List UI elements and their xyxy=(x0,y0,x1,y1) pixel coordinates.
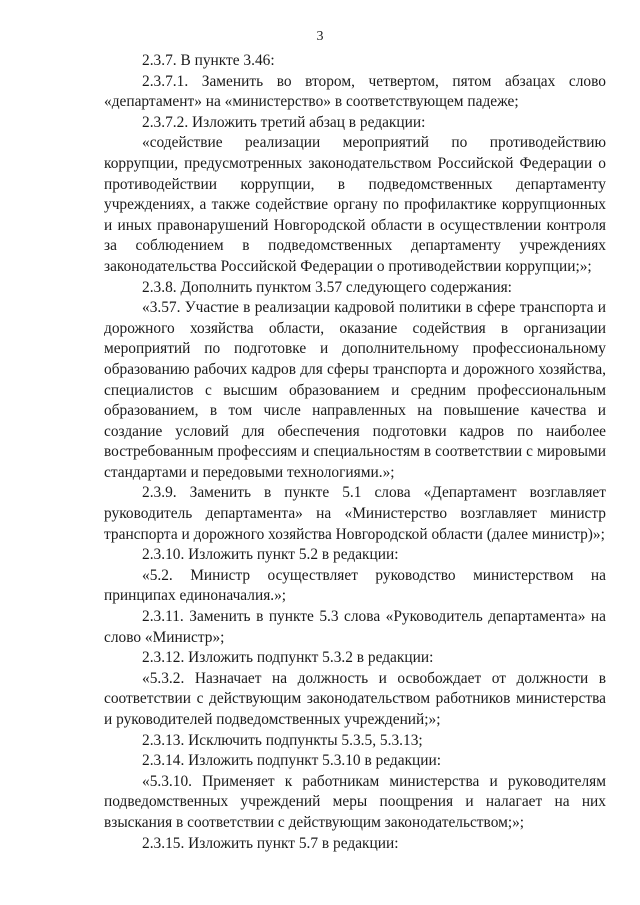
paragraph-2-3-7-2: 2.3.7.2. Изложить третий абзац в редакции: xyxy=(142,113,426,131)
quote-anticorruption: «содействие реализации мероприятий по противодействию коррупции, предусмотренных законодательством Российской Федерации о противодействии коррупции, в подведомственных департаменту учреждениях, а также содействие органу по профилактике коррупционных и иных правонарушений Новгородской области в осуществлении контроля за соблюдением в подведомственных департаменту учреждениях законодательства Российской Федерации о противодействии коррупции;»; xyxy=(104,134,606,275)
quote-3-57: «3.57. Участие в реализации кадровой политики в сфере транспорта и дорожного хозяйства области, оказание содействия в организации мероприятий по подготовке и дополнительному профессиональному образованию рабочих кадров для сферы транспорта и дорожного хозяйства, специалистов с высшим образованием и средним профессиональным образованием, в том числе направленных на повышение качества и создание условий для обеспечения подготовки кадров по наиболее востребованным профессиям и специальностям в соответствии с мировыми стандартами и передовыми технологиями.»; xyxy=(104,299,606,481)
paragraph-2-3-14: 2.3.14. Изложить подпункт 5.3.10 в редакции: xyxy=(142,752,442,770)
paragraph-2-3-7-1: 2.3.7.1. Заменить во втором, четвертом, пятом абзацах слово «департамент» на «министерство» в соответствующем падеже; xyxy=(104,72,606,111)
document-body xyxy=(104,51,606,854)
paragraph-2-3-8: 2.3.8. Дополнить пунктом 3.57 следующего содержания: xyxy=(142,278,512,296)
paragraph-2-3-7: 2.3.7. В пункте 3.46: xyxy=(142,52,275,69)
page-number: 3 xyxy=(316,29,324,44)
paragraph-2-3-9: 2.3.9. Заменить в пункте 5.1 слова «Департамент возглавляет руководитель департамента» на «Министерство возглавляет министр транспорта и дорожного хозяйства Новгородской области (далее министр)»; xyxy=(104,484,606,543)
quote-5-3-10: «5.3.10. Применяет к работникам министерства и руководителям подведомственных учреждений меры поощрения и налагает на них взыскания в соответствии с действующим законодательством;»; xyxy=(104,772,606,831)
paragraph-2-3-10: 2.3.10. Изложить пункт 5.2 в редакции: xyxy=(142,546,399,564)
paragraph-2-3-13: 2.3.13. Исключить подпункты 5.3.5, 5.3.13; xyxy=(142,731,423,749)
quote-5-2: «5.2. Министр осуществляет руководство министерством на принципах единоначалия.»; xyxy=(104,566,606,605)
paragraph-2-3-11: 2.3.11. Заменить в пункте 5.3 слова «Руководитель департамента» на слово «Министр»; xyxy=(104,608,606,646)
paragraph-2-3-12: 2.3.12. Изложить подпункт 5.3.2 в редакции: xyxy=(142,649,434,667)
quote-5-3-2: «5.3.2. Назначает на должность и освобождает от должности в соответствии с действующим законодательством работников министерства и руководителей подведомственных учреждений;»; xyxy=(104,669,606,728)
paragraph-2-3-15: 2.3.15. Изложить пункт 5.7 в редакции: xyxy=(142,834,399,852)
